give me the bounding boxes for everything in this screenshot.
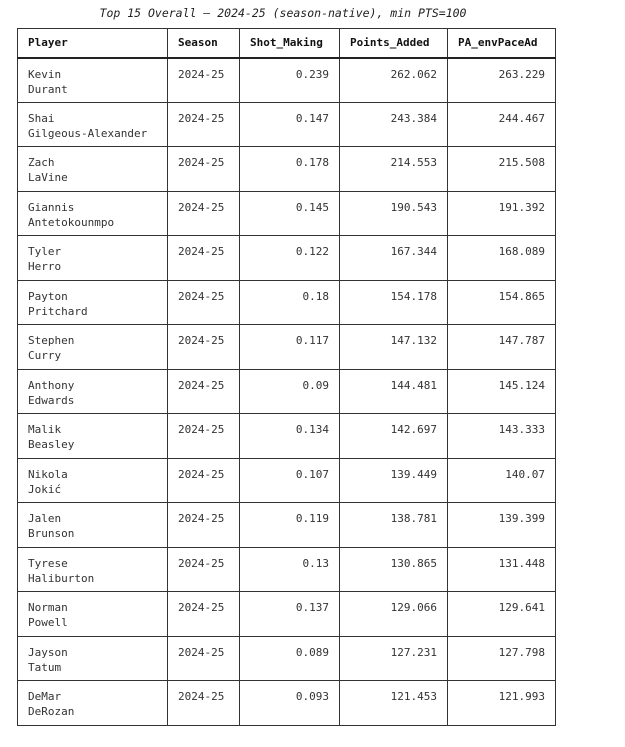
header-row [18, 29, 556, 58]
stats-table [17, 28, 556, 726]
table-row [18, 147, 556, 192]
cell-pa-envpacead: 127.798 [448, 636, 556, 681]
cell-pa-envpacead: 215.508 [448, 147, 556, 192]
cell-player: DeMar DeRozan [18, 681, 168, 726]
table-title: Top 15 Overall — 2024-25 (season-native), min PTS=100 [99, 6, 467, 20]
cell-season: 2024-25 [168, 458, 240, 503]
cell-player: Tyrese Haliburton [18, 547, 168, 592]
cell-pa-envpacead: 143.333 [448, 414, 556, 459]
table-row [18, 191, 556, 236]
cell-shot-making: 0.147 [240, 102, 340, 147]
cell-points-added: 129.066 [340, 592, 448, 637]
cell-pa-envpacead: 244.467 [448, 102, 556, 147]
cell-shot-making: 0.122 [240, 236, 340, 281]
cell-points-added: 139.449 [340, 458, 448, 503]
cell-shot-making: 0.18 [240, 280, 340, 325]
cell-points-added: 167.344 [340, 236, 448, 281]
cell-season: 2024-25 [168, 592, 240, 637]
cell-points-added: 154.178 [340, 280, 448, 325]
cell-player: Tyler Herro [18, 236, 168, 281]
cell-season: 2024-25 [168, 547, 240, 592]
cell-player: Giannis Antetokounmpo [18, 191, 168, 236]
table-row [18, 681, 556, 726]
cell-season: 2024-25 [168, 503, 240, 548]
table-row [18, 325, 556, 370]
cell-pa-envpacead: 129.641 [448, 592, 556, 637]
cell-shot-making: 0.093 [240, 681, 340, 726]
cell-player: Norman Powell [18, 592, 168, 637]
column-header-season: Season [168, 29, 240, 58]
cell-points-added: 243.384 [340, 102, 448, 147]
table-body [18, 58, 556, 726]
cell-points-added: 142.697 [340, 414, 448, 459]
cell-shot-making: 0.117 [240, 325, 340, 370]
cell-player: Jalen Brunson [18, 503, 168, 548]
cell-season: 2024-25 [168, 236, 240, 281]
cell-points-added: 262.062 [340, 58, 448, 103]
cell-player: Malik Beasley [18, 414, 168, 459]
table-row [18, 458, 556, 503]
cell-points-added: 147.132 [340, 325, 448, 370]
cell-shot-making: 0.145 [240, 191, 340, 236]
cell-player: Zach LaVine [18, 147, 168, 192]
cell-pa-envpacead: 145.124 [448, 369, 556, 414]
cell-player: Kevin Durant [18, 58, 168, 103]
cell-pa-envpacead: 147.787 [448, 325, 556, 370]
cell-pa-envpacead: 121.993 [448, 681, 556, 726]
cell-player: Nikola Jokić [18, 458, 168, 503]
table-row [18, 58, 556, 103]
cell-season: 2024-25 [168, 58, 240, 103]
cell-shot-making: 0.137 [240, 592, 340, 637]
cell-season: 2024-25 [168, 636, 240, 681]
cell-points-added: 127.231 [340, 636, 448, 681]
cell-season: 2024-25 [168, 681, 240, 726]
cell-pa-envpacead: 140.07 [448, 458, 556, 503]
cell-shot-making: 0.119 [240, 503, 340, 548]
cell-points-added: 130.865 [340, 547, 448, 592]
cell-pa-envpacead: 131.448 [448, 547, 556, 592]
cell-shot-making: 0.239 [240, 58, 340, 103]
table-row [18, 547, 556, 592]
cell-pa-envpacead: 154.865 [448, 280, 556, 325]
cell-player: Anthony Edwards [18, 369, 168, 414]
cell-points-added: 214.553 [340, 147, 448, 192]
cell-pa-envpacead: 191.392 [448, 191, 556, 236]
cell-pa-envpacead: 139.399 [448, 503, 556, 548]
table-row [18, 592, 556, 637]
cell-player: Stephen Curry [18, 325, 168, 370]
cell-shot-making: 0.089 [240, 636, 340, 681]
column-header-player: Player [18, 29, 168, 58]
column-header-shot-making: Shot_Making [240, 29, 340, 58]
cell-season: 2024-25 [168, 325, 240, 370]
cell-shot-making: 0.178 [240, 147, 340, 192]
table-row [18, 236, 556, 281]
cell-season: 2024-25 [168, 102, 240, 147]
cell-shot-making: 0.134 [240, 414, 340, 459]
cell-season: 2024-25 [168, 369, 240, 414]
table-row [18, 369, 556, 414]
column-header-pa-envpacead: PA_envPaceAd [448, 29, 556, 58]
cell-shot-making: 0.09 [240, 369, 340, 414]
cell-shot-making: 0.107 [240, 458, 340, 503]
cell-season: 2024-25 [168, 280, 240, 325]
cell-player: Jayson Tatum [18, 636, 168, 681]
table-row [18, 503, 556, 548]
cell-player: Shai Gilgeous-Alexander [18, 102, 168, 147]
table-row [18, 280, 556, 325]
cell-points-added: 144.481 [340, 369, 448, 414]
column-header-points-added: Points_Added [340, 29, 448, 58]
cell-player: Payton Pritchard [18, 280, 168, 325]
cell-pa-envpacead: 263.229 [448, 58, 556, 103]
cell-season: 2024-25 [168, 147, 240, 192]
cell-points-added: 138.781 [340, 503, 448, 548]
cell-points-added: 190.543 [340, 191, 448, 236]
table-row [18, 102, 556, 147]
table-row [18, 414, 556, 459]
cell-season: 2024-25 [168, 414, 240, 459]
cell-points-added: 121.453 [340, 681, 448, 726]
table-row [18, 636, 556, 681]
cell-pa-envpacead: 168.089 [448, 236, 556, 281]
cell-season: 2024-25 [168, 191, 240, 236]
cell-shot-making: 0.13 [240, 547, 340, 592]
